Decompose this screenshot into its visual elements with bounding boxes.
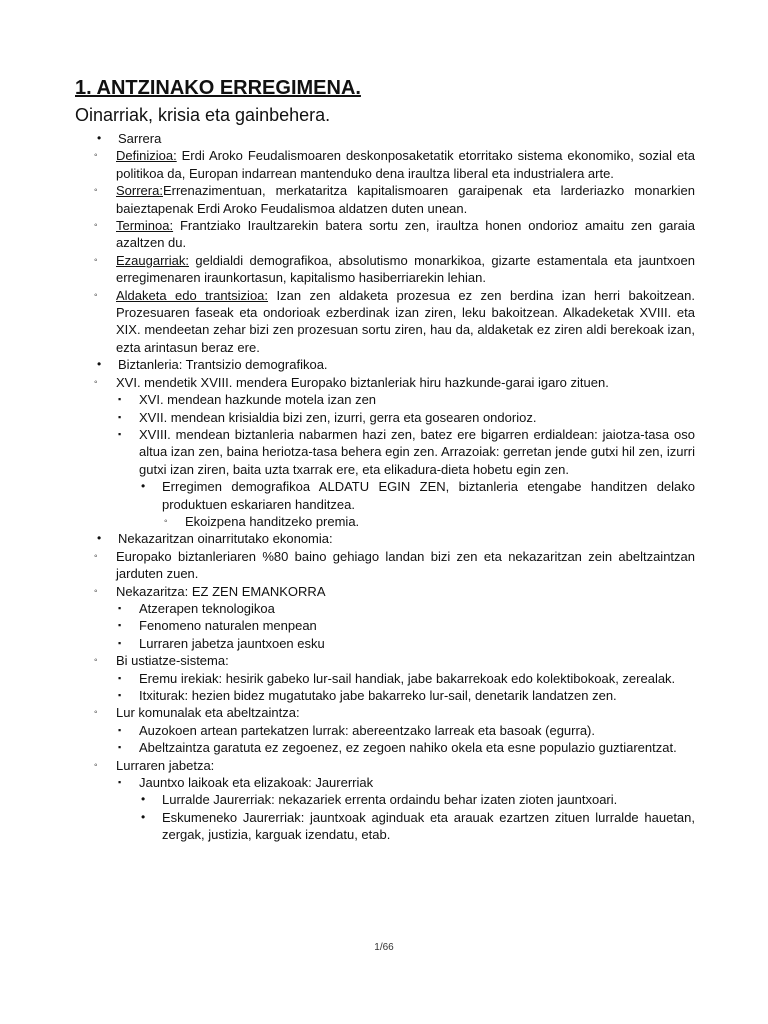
list-item <box>116 426 695 530</box>
list-item <box>116 739 695 756</box>
circle-bullet-icon: ◦ <box>94 254 98 266</box>
bullet-icon: • <box>97 131 102 145</box>
list-item <box>92 652 695 704</box>
sublist <box>92 548 695 844</box>
item-text: Lurralde Jaurerriak: nekazariek errenta ordaindu behar izaten zioten jauntxoari. <box>162 792 618 808</box>
item-text: Frantziako Iraultzarekin batera sortu zen, iraultza honen ondorioz amaitu zen garaia azaltzen du. <box>116 218 695 251</box>
item-text: Itxiturak: hezien bidez mugatutako jabe bakarreko lur-sail, denetarik landatzen zen. <box>139 688 617 703</box>
list-item <box>116 687 695 704</box>
square-bullet-icon: ▪ <box>118 620 122 631</box>
list-item <box>116 617 695 634</box>
bullet-icon: • <box>141 792 146 807</box>
sublist <box>139 791 695 843</box>
list-item <box>116 391 695 408</box>
list-item <box>116 635 695 652</box>
square-bullet-icon: ▪ <box>118 411 122 422</box>
circle-bullet-icon: ◦ <box>94 759 98 771</box>
sublist <box>92 147 695 356</box>
circle-bullet-icon: ◦ <box>94 707 98 719</box>
circle-bullet-icon: ◦ <box>94 185 98 197</box>
page-number: 1/66 <box>374 942 394 953</box>
section-label: Nekazaritzan oinarritutako ekonomia: <box>118 531 333 547</box>
circle-bullet-icon: ◦ <box>94 289 98 301</box>
circle-bullet-icon: ◦ <box>94 376 98 388</box>
term-sorrera: Sorrera: <box>116 183 163 199</box>
list-item <box>75 356 695 530</box>
section-label: Sarrera <box>118 131 162 146</box>
item-text: Abeltzaintza garatuta ez zegoenez, ez zegoen nahiko okela eta esne populazio guztiarentzat. <box>139 740 677 756</box>
item-text: XVI. mendean hazkunde motela izan zen <box>139 392 377 408</box>
list-item <box>92 704 695 756</box>
sublist <box>116 670 695 705</box>
list-item <box>92 548 695 583</box>
term-definizioa: Definizioa: <box>116 148 177 164</box>
item-text: XVII. mendean krisialdia bizi zen, izurri, gerra eta gosearen ondorioz. <box>139 409 537 425</box>
list-item <box>139 809 695 844</box>
square-bullet-icon: ▪ <box>118 690 122 700</box>
square-bullet-icon: ▪ <box>118 394 122 405</box>
list-item <box>75 130 695 356</box>
list-item <box>116 600 695 617</box>
sublist <box>116 774 695 844</box>
item-text: Eskumeneko Jaurerriak: jauntxoak aginduak eta arauak ezartzen zituen lurralde hauetan, zergak, justizia, karguak izendatu, etab. <box>162 809 695 843</box>
circle-bullet-icon: ◦ <box>94 655 98 667</box>
item-text: Erdi Aroko Feudalismoaren deskonposaketatik etorritako sistema ekonomiko, sozial eta politikoa da, Europan indarrean mantenduko dena iraultza liberal eta industrialera arte. <box>116 148 695 181</box>
list-item <box>116 722 695 739</box>
circle-bullet-icon: ◦ <box>94 585 98 597</box>
list-item <box>92 757 695 844</box>
square-bullet-icon: ▪ <box>118 637 122 648</box>
item-text: Erregimen demografikoa ALDATU EGIN ZEN, biztanleria etengabe handitzen delako produktuen eskariaren handitzea. <box>162 479 695 512</box>
term-ezaugarriak: Ezaugarriak: <box>116 252 189 268</box>
list-item <box>75 530 695 843</box>
section-label: Biztanleria: Trantsizio demografikoa. <box>118 357 328 373</box>
document-page <box>75 76 695 844</box>
term-terminoa: Terminoa: <box>116 218 174 234</box>
item-text: Ekoizpena handitzeko premia. <box>185 513 360 529</box>
item-text: Auzokoen artean partekatzen lurrak: abereentzako larreak eta basoak (egurra). <box>139 722 595 738</box>
item-text: XVI. mendetik XVIII. mendera Europako biztanleriak hiru hazkunde-garai igaro zituen. <box>116 374 609 390</box>
item-text: Izan zen aldaketa prozesua ez zen berdina izan herri bakoitzean. Prozesuaren faseak eta ondorioak ezberdinak izan ziren, leku bakoitzean. Alkadeketak XVIII. eta XIX. mendeetan zehar bizi zen prozesuan sortu ziren, hau da, aldaketak ez ziren aldi berekoak izan, ezta arintasun beraz ere. <box>116 287 695 355</box>
item-text: Lur komunalak eta abeltzaintza: <box>116 705 300 721</box>
square-bullet-icon: ▪ <box>118 428 122 439</box>
square-bullet-icon: ▪ <box>118 672 122 683</box>
circle-bullet-icon: ◦ <box>164 515 168 527</box>
circle-bullet-icon: ◦ <box>94 550 98 562</box>
item-text: Lurraren jabetza: <box>116 757 215 773</box>
list-item <box>139 791 695 808</box>
item-text: Lurraren jabetza jauntxoen esku <box>139 635 325 651</box>
list-item <box>92 147 695 182</box>
list-item <box>116 774 695 844</box>
circle-bullet-icon: ◦ <box>94 150 98 162</box>
sublist <box>116 391 695 530</box>
list-item <box>92 252 695 287</box>
bullet-icon: • <box>97 357 102 372</box>
item-text: Errenazimentuan, merkataritza kapitalismoaren garaipenak eta larderiazko monarkien baieztapenak Erdi Aroko Feudalismoa aldatzen duten unean. <box>116 183 695 216</box>
square-bullet-icon: ▪ <box>118 724 122 735</box>
square-bullet-icon: ▪ <box>118 742 122 753</box>
item-text: Atzerapen teknologikoa <box>139 600 275 616</box>
list-item <box>92 182 695 217</box>
list-item <box>116 670 695 687</box>
item-text: Bi ustiatze-sistema: <box>116 653 229 669</box>
list-item <box>92 287 695 357</box>
list-item <box>139 478 695 530</box>
circle-bullet-icon: ◦ <box>94 220 98 232</box>
item-text: XVIII. mendean biztanleria nabarmen hazi zen, batez ere bigarren erdialdean: jaiotza-tasa oso altua izan zen, baina heriotza-tasa behera egin zen. Arrazoiak: gerretan jende gutxi hil zen, izurri gutxi izan ziren, baita uzta txarrak ere, eta elikadura-dieta hobetu egin zen. <box>139 426 695 477</box>
item-text: Nekazaritza: EZ ZEN EMANKORRA <box>116 583 326 599</box>
item-text: Jauntxo laikoak eta elizakoak: Jaurerriak <box>139 775 374 791</box>
list-item <box>92 217 695 252</box>
item-text: Europako biztanleriaren %80 baino gehiago landan bizi zen eta nekazaritzan zein abeltzaintzan jarduten zuen. <box>116 548 695 582</box>
item-text: Fenomeno naturalen menpean <box>139 618 317 634</box>
item-text: Eremu irekiak: hesirik gabeko lur-sail handiak, jabe bakarrekoak edo kolektibokoak, zerealak. <box>139 670 676 686</box>
list-item <box>116 409 695 426</box>
page-title: 1. ANTZINAKO ERREGIMENA. <box>75 77 361 99</box>
sublist <box>162 513 695 530</box>
sublist <box>116 722 695 757</box>
list-item <box>162 513 695 530</box>
list-item <box>92 374 695 531</box>
bullet-icon: • <box>141 809 146 824</box>
list-item <box>92 583 695 653</box>
bullet-icon: • <box>97 531 102 546</box>
outline-list <box>75 130 695 844</box>
sublist <box>92 374 695 531</box>
bullet-icon: • <box>141 479 146 494</box>
page-subtitle: Oinarriak, krisia eta gainbehera. <box>75 105 331 125</box>
sublist <box>116 600 695 652</box>
term-aldaketa: Aldaketa edo trantsizioa: <box>116 287 269 303</box>
sublist <box>139 478 695 530</box>
square-bullet-icon: ▪ <box>118 602 122 613</box>
square-bullet-icon: ▪ <box>118 777 122 788</box>
item-text: geldialdi demografikoa, absolutismo monarkikoa, gizarte estamentala eta jauntxoen erregimenaren iraunkortasun, kapitalismo hasiberriarekin lehian. <box>116 252 695 286</box>
